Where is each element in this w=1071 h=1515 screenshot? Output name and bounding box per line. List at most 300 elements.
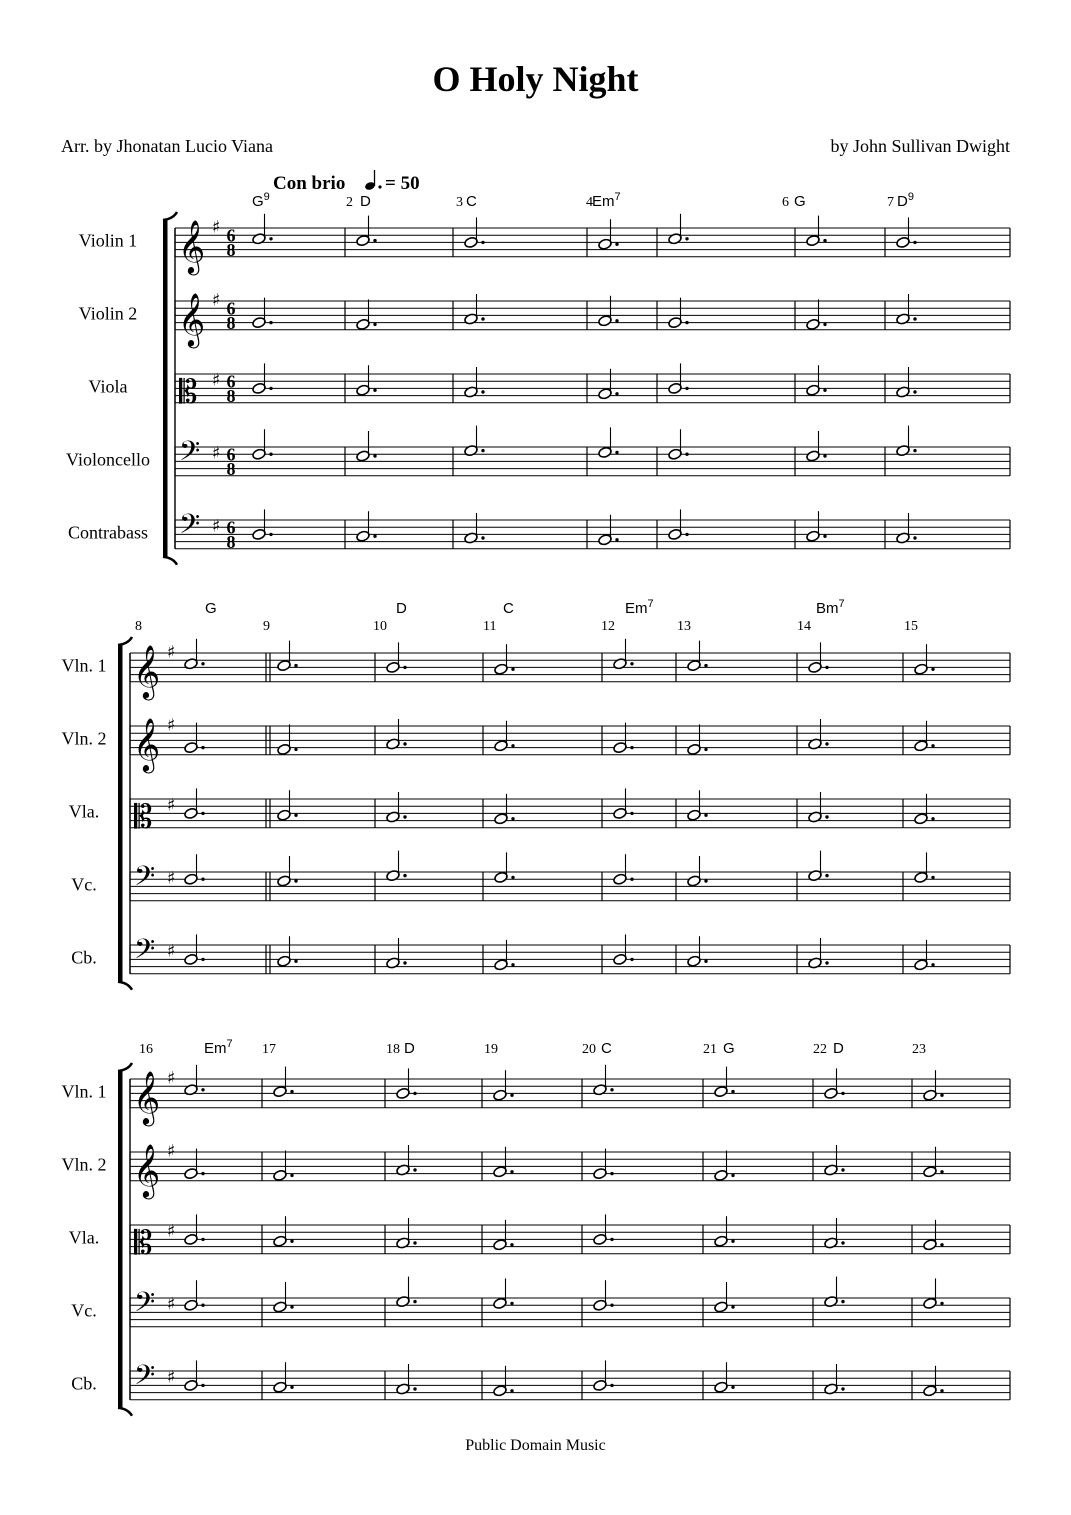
note xyxy=(184,723,205,754)
note xyxy=(593,1149,614,1180)
dot xyxy=(510,1302,513,1305)
dot xyxy=(373,239,376,242)
chord-symbol: Em$^7$ xyxy=(625,598,654,617)
dot xyxy=(913,390,916,393)
dot xyxy=(704,814,707,817)
instrument-label: Violoncello xyxy=(66,449,150,470)
staff-5 xyxy=(68,508,1010,552)
note xyxy=(896,513,917,544)
chord-symbol: D xyxy=(396,600,407,617)
dot xyxy=(269,237,272,240)
staff-3 xyxy=(69,796,1010,836)
measure-number: 22 xyxy=(813,1042,827,1057)
dot xyxy=(201,812,204,815)
instrument-label: Vc. xyxy=(71,1300,97,1321)
sharp-icon: ♯ xyxy=(167,795,176,816)
dot xyxy=(481,449,484,452)
dot xyxy=(841,1300,844,1303)
time-sig-denominator: 8 xyxy=(226,240,236,261)
dot xyxy=(615,319,618,322)
sharp-icon: ♯ xyxy=(212,516,221,537)
dot xyxy=(841,1168,844,1171)
dot xyxy=(685,387,688,390)
dot xyxy=(704,879,707,882)
dot xyxy=(269,533,272,536)
staff-2 xyxy=(62,1141,1011,1199)
sharp-icon: ♯ xyxy=(167,941,176,962)
dot xyxy=(841,1092,844,1095)
note xyxy=(184,1280,205,1311)
sharp-icon: ♯ xyxy=(212,370,221,391)
note xyxy=(386,851,407,882)
dot xyxy=(913,536,916,539)
measure-number: 18 xyxy=(386,1042,400,1057)
dot xyxy=(511,744,514,747)
note xyxy=(808,642,829,673)
dot xyxy=(201,1304,204,1307)
sharp-icon: ♯ xyxy=(167,715,176,736)
sharp-icon: ♯ xyxy=(167,642,176,663)
footer-license: Public Domain Music xyxy=(465,1437,606,1454)
measure-number: 16 xyxy=(139,1042,153,1057)
dot xyxy=(294,960,297,963)
dot xyxy=(510,1170,513,1173)
dot xyxy=(610,1172,613,1175)
time-sig-denominator: 8 xyxy=(226,313,236,334)
dot xyxy=(610,1088,613,1091)
dot xyxy=(823,323,826,326)
note xyxy=(184,1065,205,1096)
chord-symbol: D xyxy=(833,1040,844,1057)
note xyxy=(593,1065,614,1096)
dot xyxy=(825,742,828,745)
dot xyxy=(704,960,707,963)
note xyxy=(184,854,205,885)
arranger-credit: Arr. by Jhonatan Lucio Viana xyxy=(61,136,274,156)
notes xyxy=(252,214,917,546)
dot xyxy=(510,1243,513,1246)
dot xyxy=(511,817,514,820)
instrument-label: Vln. 1 xyxy=(61,1081,107,1102)
time-sig-denominator: 8 xyxy=(226,532,236,553)
chord-symbol: G xyxy=(205,600,217,617)
dot xyxy=(294,664,297,667)
dot xyxy=(931,876,934,879)
staff-1 xyxy=(79,217,1010,275)
dot xyxy=(290,1386,293,1389)
time-sig-numerator: 6 xyxy=(226,298,236,319)
measure-number: 7 xyxy=(887,195,894,210)
sharp-icon: ♯ xyxy=(167,1367,176,1388)
note xyxy=(396,1218,417,1249)
chord-symbol: Em$^7$ xyxy=(592,191,621,210)
bass-clef-icon: 𝄢 xyxy=(179,507,201,547)
dot xyxy=(610,1384,613,1387)
note xyxy=(464,217,485,248)
sharp-icon: ♯ xyxy=(167,1141,176,1162)
alto-clef-icon: 𝄡 xyxy=(134,1222,153,1262)
dot xyxy=(511,963,514,966)
dot xyxy=(913,317,916,320)
staff-5 xyxy=(71,1359,1010,1400)
note xyxy=(896,367,917,398)
measure-number: 12 xyxy=(601,619,615,634)
chord-symbol: Bm$^7$ xyxy=(816,598,845,617)
instrument-label: Vla. xyxy=(68,801,100,822)
dot xyxy=(290,1090,293,1093)
note xyxy=(808,792,829,823)
staff-1 xyxy=(62,642,1011,700)
dot xyxy=(823,535,826,538)
staff-5 xyxy=(71,933,1010,974)
dot xyxy=(940,1243,943,1246)
dot xyxy=(373,389,376,392)
note xyxy=(464,294,485,325)
dot xyxy=(931,744,934,747)
dot xyxy=(403,742,406,745)
measure-number: 3 xyxy=(456,195,463,210)
note xyxy=(824,1145,845,1176)
bass-clef-icon: 𝄢 xyxy=(134,859,156,899)
bass-clef-icon: 𝄢 xyxy=(134,1285,156,1325)
sharp-icon: ♯ xyxy=(212,217,221,238)
note xyxy=(896,217,917,248)
system-3 xyxy=(62,1038,1011,1416)
system-bracket xyxy=(118,1071,123,1408)
instrument-label: Violin 1 xyxy=(78,230,138,251)
time-sig-numerator: 6 xyxy=(226,444,236,465)
dot xyxy=(403,874,406,877)
dot xyxy=(630,746,633,749)
dot xyxy=(201,958,204,961)
dot xyxy=(931,668,934,671)
note xyxy=(386,642,407,673)
measure-number: 21 xyxy=(703,1042,717,1057)
dot xyxy=(373,454,376,457)
instrument-label: Vln. 1 xyxy=(61,655,107,676)
dot xyxy=(294,879,297,882)
dot xyxy=(403,961,406,964)
dot xyxy=(413,1300,416,1303)
note xyxy=(252,298,273,329)
dot xyxy=(823,389,826,392)
dot xyxy=(731,1386,734,1389)
note xyxy=(396,1277,417,1308)
measure-number: 14 xyxy=(797,619,811,634)
note xyxy=(593,1360,614,1391)
bracket-hook xyxy=(163,557,177,565)
note xyxy=(386,938,407,969)
chord-symbol: G xyxy=(794,193,806,210)
dot xyxy=(913,449,916,452)
dot xyxy=(610,1238,613,1241)
dot xyxy=(841,1241,844,1244)
dot xyxy=(290,1305,293,1308)
note xyxy=(808,938,829,969)
note xyxy=(613,723,634,754)
dot xyxy=(825,961,828,964)
note xyxy=(184,1214,205,1245)
tempo-marking xyxy=(273,170,420,194)
note xyxy=(613,788,634,819)
chord-symbol: C xyxy=(503,600,514,617)
dot xyxy=(290,1240,293,1243)
dot xyxy=(510,1094,513,1097)
treble-clef-icon: 𝄞 xyxy=(133,716,161,771)
note xyxy=(396,1068,417,1099)
bracket-hook xyxy=(118,1063,132,1071)
note xyxy=(464,513,485,544)
chord-symbol: D xyxy=(404,1040,415,1057)
dot xyxy=(685,321,688,324)
dot xyxy=(630,812,633,815)
dot xyxy=(685,453,688,456)
tempo-value: = 50 xyxy=(385,173,420,194)
measure-number: 19 xyxy=(484,1042,498,1057)
chord-symbol: $D^9$ xyxy=(897,191,914,210)
sharp-icon: ♯ xyxy=(167,1221,176,1242)
staff-4 xyxy=(71,1286,1010,1327)
note xyxy=(464,367,485,398)
note xyxy=(593,1214,614,1245)
bracket-hook xyxy=(163,212,177,220)
note xyxy=(668,429,689,460)
dot xyxy=(511,876,514,879)
dot xyxy=(201,878,204,881)
note xyxy=(184,1149,205,1180)
sharp-icon: ♯ xyxy=(167,868,176,889)
measure-number: 6 xyxy=(782,195,789,210)
system-2 xyxy=(62,598,1011,990)
dot xyxy=(940,1389,943,1392)
dot xyxy=(615,538,618,541)
measure-number: 15 xyxy=(904,619,918,634)
dot xyxy=(931,963,934,966)
dot xyxy=(294,748,297,751)
dot xyxy=(685,237,688,240)
sharp-icon: ♯ xyxy=(167,1068,176,1089)
dot xyxy=(940,1094,943,1097)
note xyxy=(252,214,273,245)
time-sig-numerator: 6 xyxy=(226,225,236,246)
time-sig-denominator: 8 xyxy=(226,386,236,407)
dot xyxy=(731,1305,734,1308)
dot xyxy=(615,243,618,246)
instrument-label: Vln. 2 xyxy=(61,1154,107,1175)
composer-credit: by John Sullivan Dwight xyxy=(830,136,1010,156)
dot xyxy=(201,1238,204,1241)
dot xyxy=(731,1174,734,1177)
note xyxy=(252,429,273,460)
dot xyxy=(201,746,204,749)
note xyxy=(824,1277,845,1308)
staff-4 xyxy=(66,435,1010,479)
note xyxy=(184,1360,205,1391)
dot xyxy=(685,533,688,536)
dot xyxy=(294,814,297,817)
measure-number: 20 xyxy=(582,1042,596,1057)
dot xyxy=(481,536,484,539)
note xyxy=(808,851,829,882)
dot xyxy=(269,453,272,456)
bracket-hook xyxy=(118,637,132,645)
dot xyxy=(413,1241,416,1244)
dot xyxy=(704,748,707,751)
staff-1 xyxy=(62,1068,1011,1126)
sharp-icon: ♯ xyxy=(167,1294,176,1315)
bracket-hook xyxy=(118,1408,132,1416)
measure-number: 8 xyxy=(135,619,142,634)
measure-number: 13 xyxy=(677,619,691,634)
dot xyxy=(630,662,633,665)
notes xyxy=(184,639,935,971)
note xyxy=(824,1364,845,1395)
dot xyxy=(511,668,514,671)
tempo-text: Con brio xyxy=(273,173,346,194)
dot xyxy=(403,666,406,669)
dot xyxy=(823,454,826,457)
measure-number: 23 xyxy=(912,1042,926,1057)
score-title: O Holy Night xyxy=(432,59,639,99)
note xyxy=(896,294,917,325)
time-sig-denominator: 8 xyxy=(226,459,236,480)
alto-clef-icon: 𝄡 xyxy=(179,371,198,411)
dot xyxy=(913,241,916,244)
system-bracket xyxy=(163,220,168,557)
bass-clef-icon: 𝄢 xyxy=(134,932,156,972)
treble-clef-icon: 𝄞 xyxy=(178,291,206,346)
staff-2 xyxy=(62,715,1011,773)
note xyxy=(896,426,917,457)
sharp-icon: ♯ xyxy=(212,290,221,311)
treble-clef-icon: 𝄞 xyxy=(133,1142,161,1197)
dot xyxy=(825,815,828,818)
note xyxy=(613,639,634,670)
bass-clef-icon: 𝄢 xyxy=(134,1358,156,1398)
treble-clef-icon: 𝄞 xyxy=(133,1069,161,1124)
note xyxy=(396,1145,417,1176)
chord-symbol: C xyxy=(466,193,477,210)
note xyxy=(808,719,829,750)
instrument-label: Vla. xyxy=(68,1227,100,1248)
measure-number: 10 xyxy=(373,619,387,634)
note xyxy=(668,214,689,245)
dot xyxy=(704,664,707,667)
dot xyxy=(610,1304,613,1307)
note xyxy=(464,426,485,457)
measure-number: 11 xyxy=(483,619,497,634)
staff-3 xyxy=(89,371,1010,411)
measure-number: 4 xyxy=(586,195,593,210)
note xyxy=(252,509,273,540)
note xyxy=(668,509,689,540)
time-sig-numerator: 6 xyxy=(226,517,236,538)
note xyxy=(386,719,407,750)
note xyxy=(824,1068,845,1099)
note xyxy=(668,363,689,394)
dot xyxy=(731,1240,734,1243)
dot xyxy=(201,1384,204,1387)
dot xyxy=(481,390,484,393)
note xyxy=(386,792,407,823)
note xyxy=(593,1280,614,1311)
time-sig-numerator: 6 xyxy=(226,371,236,392)
dot xyxy=(615,392,618,395)
dot xyxy=(413,1387,416,1390)
note xyxy=(613,854,634,885)
instrument-label: Vln. 2 xyxy=(61,728,107,749)
dot xyxy=(403,815,406,818)
dot xyxy=(413,1092,416,1095)
dot xyxy=(201,1172,204,1175)
dot xyxy=(731,1090,734,1093)
note xyxy=(184,788,205,819)
dot xyxy=(510,1389,513,1392)
dot xyxy=(630,958,633,961)
dot xyxy=(615,451,618,454)
chord-symbol: $G^9$ xyxy=(252,191,270,210)
chord-symbol: C xyxy=(601,1040,612,1057)
dot xyxy=(413,1168,416,1171)
dot xyxy=(269,387,272,390)
instrument-label: Contrabass xyxy=(68,522,148,543)
system-bracket xyxy=(118,645,123,982)
dot xyxy=(940,1170,943,1173)
alto-clef-icon: 𝄡 xyxy=(134,796,153,836)
note xyxy=(184,934,205,965)
staff-3 xyxy=(69,1222,1010,1262)
instrument-label: Viola xyxy=(88,376,128,397)
instrument-label: Cb. xyxy=(71,1373,97,1394)
bass-clef-icon: 𝄢 xyxy=(179,434,201,474)
dot xyxy=(481,241,484,244)
dot xyxy=(201,662,204,665)
note xyxy=(668,298,689,329)
dot xyxy=(825,666,828,669)
dot xyxy=(630,878,633,881)
note xyxy=(396,1364,417,1395)
treble-clef-icon: 𝄞 xyxy=(133,643,161,698)
staff-4 xyxy=(71,860,1010,901)
dot xyxy=(201,1088,204,1091)
dot xyxy=(290,1174,293,1177)
system-1 xyxy=(66,191,1010,565)
dot xyxy=(378,185,381,188)
dot xyxy=(841,1387,844,1390)
dot xyxy=(269,321,272,324)
dot xyxy=(373,323,376,326)
note xyxy=(184,639,205,670)
instrument-label: Cb. xyxy=(71,947,97,968)
note xyxy=(824,1218,845,1249)
instrument-label: Vc. xyxy=(71,874,97,895)
measure-number: 2 xyxy=(346,195,353,210)
note xyxy=(613,934,634,965)
instrument-label: Violin 2 xyxy=(78,303,138,324)
staff-2 xyxy=(79,290,1010,348)
treble-clef-icon: 𝄞 xyxy=(178,218,206,273)
chord-symbol: G xyxy=(723,1040,735,1057)
dot xyxy=(940,1302,943,1305)
measure-number: 17 xyxy=(262,1042,276,1057)
dot xyxy=(373,535,376,538)
dot xyxy=(481,317,484,320)
dot xyxy=(823,239,826,242)
chord-symbol: Em$^7$ xyxy=(204,1038,233,1057)
bracket-hook xyxy=(118,982,132,990)
sharp-icon: ♯ xyxy=(212,443,221,464)
chord-symbol: D xyxy=(360,193,371,210)
